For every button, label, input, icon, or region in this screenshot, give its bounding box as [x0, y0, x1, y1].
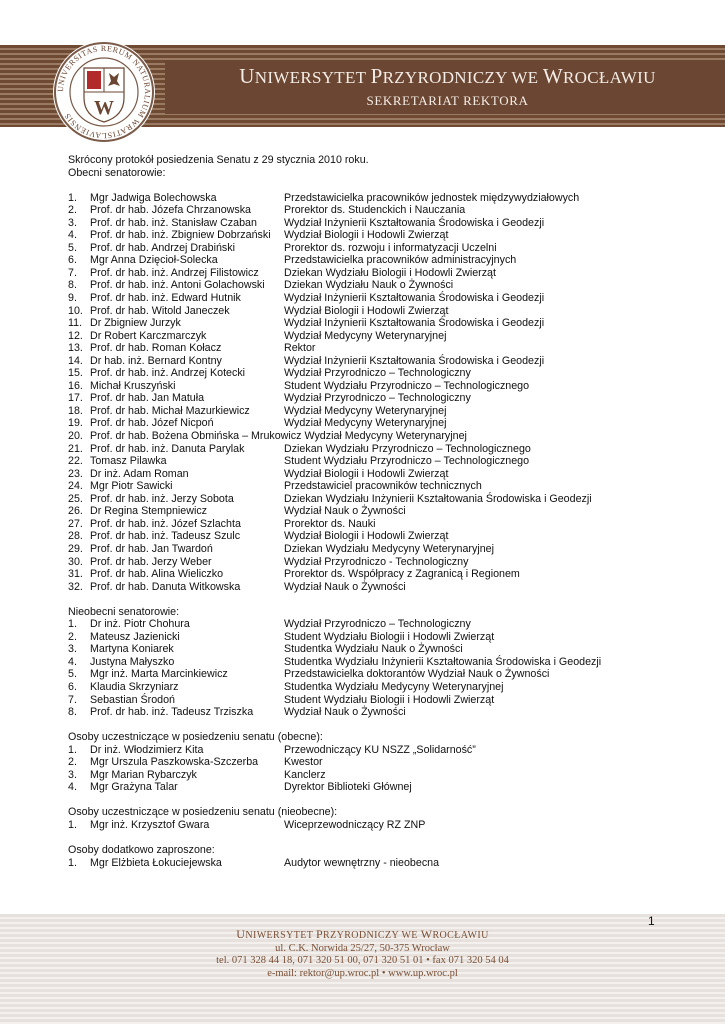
university-seal-icon [52, 40, 156, 144]
list-item [68, 192, 688, 205]
person-role: Student Wydziału Biologii i Hodowli Zwierząt [284, 630, 495, 643]
absent-senators-list [68, 618, 688, 718]
person-role: Studentka Wydziału Medycyny Weterynaryjnej [284, 680, 504, 693]
item-number: 23. [68, 467, 83, 480]
person-role: Dyrektor Biblioteki Głównej [284, 781, 412, 794]
person-role: Prorektor ds. Nauki [284, 517, 376, 530]
person-role: Wydział Medycyny Weterynaryjnej [284, 417, 447, 430]
person-name: Mgr Jadwiga Bolechowska [90, 191, 217, 204]
item-number: 4. [68, 655, 77, 668]
list-item [68, 618, 688, 631]
person-name: Mgr Anna Dzięcioł-Solecka [90, 254, 218, 267]
person-role: Kwestor [284, 756, 323, 769]
person-role: Przedstawicielka doktorantów Wydział Nauk o Żywności [284, 668, 550, 681]
item-number: 3. [68, 643, 77, 656]
person-role: Dziekan Wydziału Inżynierii Kształtowania Środowiska i Geodezji [284, 492, 592, 505]
person-name: Prof. dr hab. inż. Stanisław Czaban [90, 216, 257, 229]
person-name: Prof. dr hab. Bożena Obmińska – Mrukowicz [90, 430, 302, 443]
item-number: 1. [68, 818, 77, 831]
person-role: Dziekan Wydziału Nauk o Żywności [284, 279, 454, 292]
item-number: 13. [68, 342, 83, 355]
item-number: 22. [68, 455, 83, 468]
seal-ring-text: UNIVERSITAS RERUM NATURALIUM WRATISLAVIENSIS [55, 43, 153, 141]
person-name: Dr Zbigniew Jurzyk [90, 317, 181, 330]
person-name: Prof. dr hab. inż. Antoni Golachowski [90, 279, 265, 292]
person-role: Wydział Przyrodniczo – Technologiczny [284, 367, 471, 380]
document-body [68, 154, 688, 869]
person-name: Martyna Koniarek [90, 643, 174, 656]
list-item [68, 581, 688, 594]
person-role: Przedstawiciel pracowników technicznych [284, 480, 482, 493]
item-number: 8. [68, 706, 77, 719]
item-number: 17. [68, 392, 83, 405]
item-number: 7. [68, 693, 77, 706]
guests-present-list [68, 744, 688, 794]
list-item [68, 744, 688, 757]
person-name: Prof. dr hab. inż. Tadeusz Szulc [90, 530, 241, 543]
list-item [68, 305, 688, 318]
person-name: Prof. dr hab. Andrzej Drabiński [90, 241, 235, 254]
item-number: 2. [68, 204, 77, 217]
invited-heading: Osoby dodatkowo zaproszone: [68, 844, 215, 857]
person-name: Dr Regina Stempniewicz [90, 505, 208, 518]
title-capital: U [239, 64, 255, 88]
person-name: Prof. dr hab. inż. Zbigniew Dobrzański [90, 229, 271, 242]
person-name: Mgr Urszula Paszkowska-Szczerba [90, 756, 259, 769]
person-name: Mgr Grażyna Talar [90, 781, 178, 794]
list-item [68, 455, 688, 468]
university-title [170, 64, 725, 89]
protocol-title: Skrócony protokół posiedzenia Senatu z 29 stycznia 2010 roku. [68, 154, 369, 166]
item-number: 26. [68, 505, 83, 518]
person-name: Prof. dr hab. inż. Danuta Parylak [90, 442, 245, 455]
page-number: 1 [648, 914, 655, 928]
list-item [68, 694, 688, 707]
item-number: 1. [68, 618, 77, 631]
person-name: Prof. dr hab. Jan Twardoń [90, 542, 213, 555]
list-item [68, 342, 688, 355]
person-name: Dr hab. inż. Bernard Kontny [90, 354, 222, 367]
item-number: 31. [68, 568, 83, 581]
list-item [68, 643, 688, 656]
list-item [68, 317, 688, 330]
person-role: Wydział Inżynierii Kształtowania Środowiska i Geodezji [284, 354, 545, 367]
list-item [68, 706, 688, 719]
list-item [68, 217, 688, 230]
list-item [68, 292, 688, 305]
list-item [68, 505, 688, 518]
person-role: Rektor [284, 342, 316, 355]
person-role: Wydział Medycyny Weterynaryjnej [284, 329, 447, 342]
item-number: 32. [68, 580, 83, 593]
item-number: 7. [68, 266, 77, 279]
title-capital: P [315, 927, 324, 941]
list-item [68, 568, 688, 581]
footer-phones: tel. 071 328 44 18, 071 320 51 00, 071 320 51 01 • fax 071 320 54 04 [216, 955, 509, 966]
item-number: 18. [68, 404, 83, 417]
title-rest: NIWERSYTET [254, 68, 371, 87]
person-role: Wydział Nauk o Żywności [284, 580, 406, 593]
person-name: Dr inż. Adam Roman [90, 467, 189, 480]
person-name: Prof. dr hab. Józefa Chrzanowska [90, 204, 251, 217]
person-role: Przewodniczący KU NSZZ „Solidarność” [284, 743, 476, 756]
person-name: Tomasz Pilawka [90, 455, 167, 468]
person-name: Mateusz Jazienicki [90, 630, 180, 643]
footer-university-name [0, 928, 725, 943]
person-name: Mgr Elżbieta Łokuciejewska [90, 856, 222, 869]
person-role: Wydział Przyrodniczo – Technologiczny [284, 392, 471, 405]
person-name: Prof. dr hab. inż. Józef Szlachta [90, 517, 241, 530]
person-role: Wydział Przyrodniczo – Technologiczny [284, 618, 471, 631]
person-name: Prof. dr hab. inż. Tadeusz Trziszka [90, 706, 254, 719]
list-item [68, 631, 688, 644]
person-role: Wydział Biologii i Hodowli Zwierząt [284, 229, 449, 242]
item-number: 15. [68, 367, 83, 380]
person-name: Justyna Małyszko [90, 655, 175, 668]
person-name: Prof. dr hab. Józef Nicpoń [90, 417, 214, 430]
item-number: 3. [68, 216, 77, 229]
person-role: Studentka Wydziału Nauk o Żywności [284, 643, 463, 656]
person-role: Dziekan Wydziału Biologii i Hodowli Zwierząt [284, 266, 496, 279]
list-item [68, 857, 688, 870]
item-number: 4. [68, 781, 77, 794]
person-name: Mgr inż. Marta Marcinkiewicz [90, 668, 228, 681]
person-role: Wydział Inżynierii Kształtowania Środowiska i Geodezji [284, 216, 545, 229]
person-role: Audytor wewnętrzny - nieobecna [284, 856, 440, 869]
person-name: Mgr Piotr Sawicki [90, 480, 173, 493]
person-role: Wydział Biologii i Hodowli Zwierząt [284, 467, 449, 480]
person-name: Sebastian Środoń [90, 693, 175, 706]
title-rest: ROCŁAWIU [432, 930, 489, 941]
person-role: Dziekan Wydziału Medycyny Weterynaryjnej [284, 542, 494, 555]
person-name: Prof. dr hab. Witold Janeczek [90, 304, 230, 317]
guests-absent-heading: Osoby uczestniczące w posiedzeniu senatu (nieobecne): [68, 806, 338, 819]
title-capital: P [370, 64, 383, 88]
office-subtitle: SEKRETARIAT REKTORA [366, 93, 529, 108]
item-number: 19. [68, 417, 83, 430]
list-item [68, 543, 688, 556]
list-item [68, 330, 688, 343]
present-senators-list [68, 192, 688, 594]
list-item [68, 204, 688, 217]
person-role: Wydział Biologii i Hodowli Zwierząt [284, 530, 449, 543]
item-number: 2. [68, 630, 77, 643]
person-name: Prof. dr hab. inż. Andrzej Kotecki [90, 367, 246, 380]
person-role: Wydział Inżynierii Kształtowania Środowiska i Geodezji [284, 292, 545, 305]
item-number: 29. [68, 542, 83, 555]
person-role: Wiceprzewodniczący RZ ZNP [284, 818, 426, 831]
item-number: 3. [68, 768, 77, 781]
list-item [68, 229, 688, 242]
title-rest: NIWERSYTET [245, 930, 316, 941]
item-number: 9. [68, 292, 77, 305]
list-item [68, 756, 688, 769]
person-name: Prof. dr hab. Jerzy Weber [90, 555, 212, 568]
person-name: Dr Robert Karczmarczyk [90, 329, 207, 342]
footer-contact: e-mail: rektor@up.wroc.pl • www.up.wroc.pl [267, 967, 458, 979]
person-name: Prof. dr hab. inż. Andrzej Filistowicz [90, 266, 259, 279]
list-item [68, 279, 688, 292]
person-role: Wydział Medycyny Weterynaryjnej [304, 430, 467, 443]
item-number: 5. [68, 668, 77, 681]
list-item [68, 430, 688, 443]
item-number: 25. [68, 492, 83, 505]
person-name: Prof. dr hab. Alina Wieliczko [90, 568, 224, 581]
list-item [68, 254, 688, 267]
person-name: Klaudia Skrzyniarz [90, 680, 179, 693]
item-number: 6. [68, 680, 77, 693]
title-rest: RZYRODNICZY WE [323, 930, 421, 941]
item-number: 20. [68, 430, 83, 443]
seal-monogram: W [94, 97, 114, 119]
list-item [68, 556, 688, 569]
person-role: Przedstawicielka pracowników administracyjnych [284, 254, 517, 267]
list-item [68, 819, 688, 832]
absent-heading: Nieobecni senatorowie: [68, 605, 180, 618]
item-number: 12. [68, 329, 83, 342]
person-name: Prof. dr hab. inż. Jerzy Sobota [90, 492, 234, 505]
list-item [68, 242, 688, 255]
item-number: 21. [68, 442, 83, 455]
footer [0, 928, 725, 980]
person-role: Prorektor ds. rozwoju i informatyzacji Uczelni [284, 241, 497, 254]
person-role: Wydział Nauk o Żywności [284, 505, 406, 518]
item-number: 1. [68, 743, 77, 756]
list-item [68, 530, 688, 543]
item-number: 27. [68, 517, 83, 530]
invited-list [68, 857, 688, 870]
person-name: Prof. dr hab. Roman Kołacz [90, 342, 222, 355]
person-role: Wydział Medycyny Weterynaryjnej [284, 404, 447, 417]
person-name: Michał Kruszyński [90, 379, 176, 392]
list-item [68, 518, 688, 531]
present-heading: Obecni senatorowie: [68, 166, 166, 179]
item-number: 11. [68, 317, 83, 330]
footer-address: ul. C.K. Norwida 25/27, 50-375 Wrocław [275, 942, 450, 954]
person-role: Dziekan Wydziału Przyrodniczo – Technologicznego [284, 442, 531, 455]
person-role: Student Wydziału Przyrodniczo – Technologicznego [284, 379, 530, 392]
person-role: Prorektor ds. Studenckich i Nauczania [284, 204, 466, 217]
list-item [68, 493, 688, 506]
person-role: Wydział Nauk o Żywności [284, 706, 406, 719]
item-number: 5. [68, 241, 77, 254]
list-item [68, 267, 688, 280]
person-role: Prorektor ds. Współpracy z Zagranicą i Regionem [284, 568, 520, 581]
item-number: 8. [68, 279, 77, 292]
item-number: 4. [68, 229, 77, 242]
list-item [68, 781, 688, 794]
item-number: 14. [68, 354, 83, 367]
title-capital: U [236, 927, 246, 941]
item-number: 10. [68, 304, 83, 317]
list-item [68, 392, 688, 405]
list-item [68, 355, 688, 368]
person-role: Przedstawicielka pracowników jednostek międzywydziałowych [284, 191, 580, 204]
person-name: Prof. dr hab. Michał Mazurkiewicz [90, 404, 250, 417]
list-item [68, 681, 688, 694]
guests-present-heading: Osoby uczestniczące w posiedzeniu senatu (obecne): [68, 731, 323, 744]
person-name: Mgr inż. Krzysztof Gwara [90, 818, 210, 831]
item-number: 1. [68, 856, 77, 869]
title-capital: W [542, 64, 564, 88]
list-item [68, 480, 688, 493]
person-name: Dr inż. Włodzimierz Kita [90, 743, 204, 756]
list-item [68, 468, 688, 481]
list-item [68, 656, 688, 669]
list-item [68, 417, 688, 430]
item-number: 28. [68, 530, 83, 543]
person-role: Wydział Przyrodniczo - Technologiczny [284, 555, 469, 568]
person-role: Kanclerz [284, 768, 326, 781]
person-role: Wydział Biologii i Hodowli Zwierząt [284, 304, 449, 317]
list-item [68, 405, 688, 418]
person-name: Dr inż. Piotr Chohura [90, 618, 190, 631]
person-role: Student Wydziału Biologii i Hodowli Zwierząt [284, 693, 495, 706]
person-role: Wydział Inżynierii Kształtowania Środowiska i Geodezji [284, 317, 545, 330]
guests-absent-list [68, 819, 688, 832]
list-item [68, 443, 688, 456]
person-name: Prof. dr hab. inż. Edward Hutnik [90, 292, 241, 305]
title-capital: W [420, 927, 433, 941]
item-number: 24. [68, 480, 83, 493]
list-item [68, 380, 688, 393]
list-item [68, 367, 688, 380]
person-name: Prof. dr hab. Danuta Witkowska [90, 580, 241, 593]
person-name: Prof. dr hab. Jan Matuła [90, 392, 205, 405]
item-number: 6. [68, 254, 77, 267]
list-item [68, 769, 688, 782]
item-number: 30. [68, 555, 83, 568]
person-role: Studentka Wydziału Inżynierii Kształtowania Środowiska i Geodezji [284, 655, 602, 668]
title-rest: ROCŁAWIU [563, 68, 656, 87]
title-rest: RZYRODNICZY WE [382, 68, 543, 87]
item-number: 16. [68, 379, 83, 392]
person-name: Mgr Marian Rybarczyk [90, 768, 197, 781]
item-number: 2. [68, 756, 77, 769]
list-item [68, 668, 688, 681]
item-number: 1. [68, 191, 77, 204]
person-role: Student Wydziału Przyrodniczo – Technologicznego [284, 455, 530, 468]
